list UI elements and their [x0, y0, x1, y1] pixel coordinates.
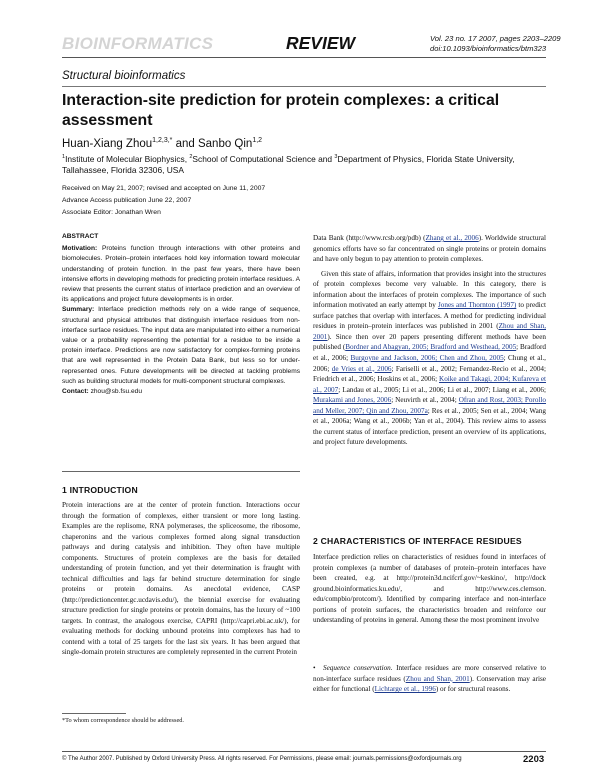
bullet-label: Sequence conservation.	[323, 664, 393, 672]
text-span: to predict surface patches that overlap with interfaces. A method for predicting individual residues in protein–protein interfaces was published in 2001 (	[313, 301, 546, 331]
text-span: ; Bradford et al., 2006;	[313, 343, 546, 363]
citation-link[interactable]: de Vries et al., 2006	[331, 364, 392, 373]
text-span: Interface residues are more conserved relative to non-interface surface residues (	[313, 664, 547, 683]
volume-line: Vol. 23 no. 17 2007, pages 2203–2209	[430, 34, 561, 43]
author-and: and	[172, 137, 198, 150]
affil-1: Institute of Molecular Biophysics,	[65, 153, 190, 164]
text-span: ; Landau et al., 2005; Li et al., 2006; Li et al., 2007; Liang et al., 2006;	[338, 385, 547, 394]
bullet-icon: •	[313, 664, 316, 672]
paragraph-2	[313, 269, 546, 448]
author-1-affil: 1,2,3,*	[152, 137, 173, 144]
section-2-heading: 2 CHARACTERISTICS OF INTERFACE RESIDUES	[313, 536, 522, 546]
section-2-text: Interface prediction relies on characteristics of residues found in interfaces of protein complexes (a number of databases of protein–protein interfaces have been created, e.g. at http://protein3d.ncifcrf.gov/~keskino/, http://dock ground.bioinformatics.ku.edu/, and http://www.ces.clemson. edu/compbio/protcom/). Identified by comparing interface and non-interface portions of protein surfaces, the characteristics broaden and reinforce our understanding of proteins in general. Among these the most prominent involve	[313, 553, 546, 625]
text-span: ; Neuvirth et al., 2004;	[391, 396, 459, 405]
intro-text: Protein interactions are at the center of protein function. Interactions occur through the formation of complexes, either transient or more long lasting. Examples are the replisome, RNA polymerases, the spliceosome, the ribosome, chaperonins and the various complexes formed along signal transduction pathways and during catalysis and inhibition. They often have multiple components. Structures of protein complexes are the basis for detailed understanding of protein function, and yet their determination is fraught with technical difficulties and lags far behind structure determination for single proteins or protein domains. As anecdotal evidence, CASP (http://predictioncenter.gc.ucdavis.edu/), the biennial exercise for evaluating structure prediction for single proteins or protein domains, has the luxury of ~100 targets. In contrast, the analogous exercise, CAPRI (http://capri.ebi.ac.uk/), for evaluating methods for docking unbound proteins into complexes has had to contend with a total of 25 targets for the last six years. It has been argued that single-domain protein structures are completely represented in the current Protein	[62, 501, 300, 656]
journal-name: BIOINFORMATICS	[62, 34, 214, 53]
citation-link[interactable]: Jones and Thornton (1997)	[437, 301, 517, 310]
author-1: Huan-Xiang Zhou	[62, 137, 153, 150]
received-date: Received on May 21, 2007; revised and accepted on June 11, 2007	[62, 185, 266, 192]
text-span: ; Chung et al., 2006;	[313, 354, 546, 373]
article-type: REVIEW	[286, 33, 356, 53]
citation-link[interactable]: Lichtarge et al., 1996	[374, 685, 436, 694]
abstract-summary	[62, 305, 300, 387]
column-2-text	[313, 233, 546, 448]
footer-rule	[62, 751, 546, 752]
volume-info	[430, 34, 570, 54]
author-2: Sanbo Qin	[197, 137, 253, 150]
header-rule	[62, 57, 546, 58]
citation-link[interactable]: Koike and Takagi, 2004; Kufareva et al., 2007	[313, 375, 547, 394]
abstract-rule	[62, 471, 300, 472]
summary-label: Summary:	[62, 306, 95, 314]
citation-link[interactable]: Murakami and Jones, 2006	[313, 396, 392, 405]
section-rule	[62, 86, 546, 87]
paragraph-1	[313, 233, 546, 265]
page-number: 2203	[523, 754, 545, 765]
summary-text: Interface prediction methods rely on a wide range of sequence, structural and physical attributes that distinguish interface residues from non-interface surface residues. The input data are manipulated into either a numerical value or a probability representing the potential for a residue to be inside a protein interface. Predictions are now satisfactory for complex-forming proteins that are well represented in the Protein Data Bank, but less so for under-represented ones. Future developments will be directed at tackling problems such as building structural models for multi-component structural complexes.	[62, 306, 300, 385]
text-span: ). Conservation may arise either for functional (	[313, 674, 546, 694]
footnote: *To whom correspondence should be addressed.	[62, 717, 184, 724]
bullet-item	[313, 663, 546, 695]
footnote-rule	[62, 713, 126, 714]
text-span: Data Bank (http://www.rcsb.org/pdb) (	[313, 234, 426, 242]
citation-link[interactable]: Zhou and Shan, 2001	[405, 674, 470, 683]
abstract-contact	[62, 387, 300, 397]
abstract-heading: ABSTRACT	[62, 233, 99, 240]
contact-label: Contact:	[62, 388, 89, 396]
text-span: ). Since then over 20 papers presenting different methods have been published (	[313, 332, 546, 352]
motivation-text: Proteins function through interactions with other proteins and biomolecules. Protein–protein interfaces hold key information toward molecular understanding of protein function. In the past few years, there have been intensive efforts in developing methods for predicting protein interface residues. A review that presents the current status of interface prediction and an overview of its applications and project future developments is in order.	[62, 245, 300, 304]
author-list	[62, 137, 262, 150]
text-span: ) or for structural reasons.	[435, 685, 511, 694]
publication-dates	[62, 183, 362, 219]
abstract	[62, 232, 300, 397]
doi[interactable]: doi:10.1093/bioinformatics/btm323	[430, 44, 547, 53]
citation-link[interactable]: Zhou and Shan, 2001	[313, 322, 546, 341]
author-2-affil: 1,2	[252, 137, 263, 144]
intro-heading: 1 INTRODUCTION	[62, 485, 138, 495]
article-title: Interaction-site prediction for protein complexes: a critical assessment	[62, 92, 500, 129]
affil-3: Department of Physics, Florida State University, Tallahassee, Florida 32306, USA	[62, 153, 515, 175]
copyright: © The Author 2007. Published by Oxford University Press. All rights reserved. For Permissions, please email: journals.permissions@oxfordjournals.org	[62, 756, 462, 762]
text-span: ; Res et al., 2005; Sen et al., 2004; Wang et al., 2006a; Wang et al., 2006b; Yan et al., 2004). This review aims to assess the current status of interface prediction, present an overview of its applications, and project future developments.	[313, 406, 547, 447]
citation-link[interactable]: Bordner and Abagyan, 2005; Bradford and Westhead, 2005	[345, 343, 517, 352]
associate-editor: Associate Editor: Jonathan Wren	[62, 209, 161, 216]
text-span: Given this state of affairs, information that provides insight into the structures of protein complexes become very valuable. In this category, there is information about the interfaces of protein complexes. The importance of such information motivated an early attempt by	[313, 269, 546, 310]
contact-email[interactable]: zhou@sb.fsu.edu	[88, 388, 142, 396]
citation-link[interactable]: Ofran and Rost, 2003; Porollo and Meller, 2007; Qin and Zhou, 2007a	[313, 396, 547, 415]
motivation-label: Motivation:	[62, 245, 98, 253]
text-span: ). Worldwide structural genomics efforts have so far concentrated on single proteins or protein domains and have only begun to pay attention to protein complexes.	[313, 234, 546, 264]
citation-link[interactable]: Zhang et al., 2006	[425, 234, 479, 242]
affil-num-1: 1	[62, 154, 66, 160]
citation-link[interactable]: Burgoyne and Jackson, 2006; Chen and Zhou, 2005	[350, 354, 504, 363]
abstract-motivation	[62, 244, 300, 305]
text-span: ; Fariselli et al., 2002; Fernandez-Recio et al., 2004; Friedrich et al., 2006; Hoskins et al., 2006;	[313, 364, 547, 384]
affil-num-3: 3	[334, 154, 338, 160]
affiliations	[62, 152, 544, 176]
affil-2: School of Computational Science and	[192, 153, 335, 164]
section-label: Structural bioinformatics	[62, 70, 186, 82]
advance-access: Advance Access publication June 22, 2007	[62, 197, 192, 204]
affil-num-2: 2	[189, 154, 193, 160]
